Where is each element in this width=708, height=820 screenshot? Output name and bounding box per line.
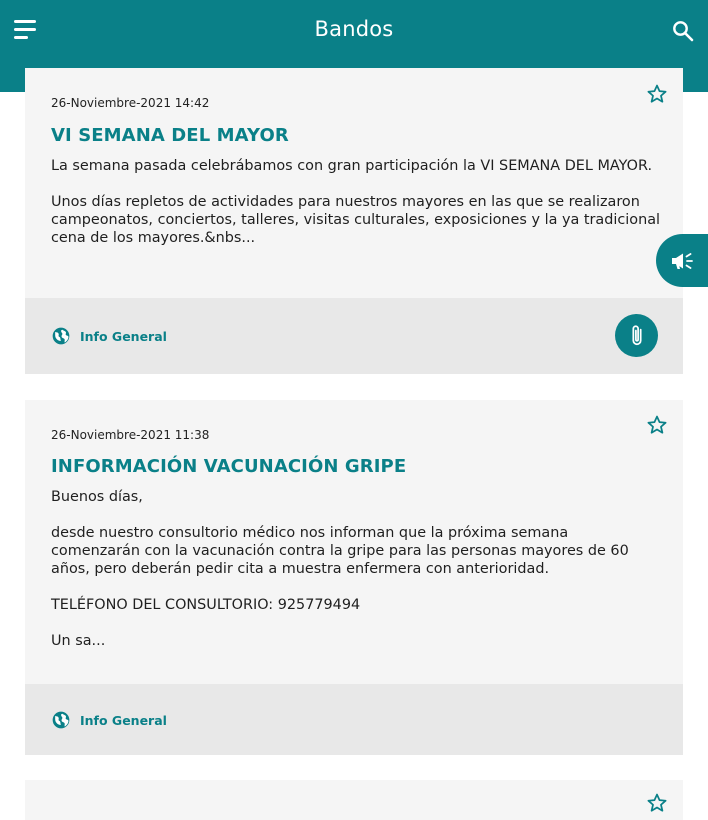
bando-title[interactable]: VI SEMANA DEL MAYOR (51, 125, 289, 146)
paperclip-icon (626, 323, 648, 349)
attachment-button[interactable] (615, 314, 658, 357)
bando-excerpt: La semana pasada celebrábamos con gran participación la VI SEMANA DEL MAYOR. Unos días repletos de actividades para nuestros mayores en las que se realizaron campeonatos, conciertos, talleres, visitas culturales, exposiciones y la ya tradicional cena de los mayores.&nbs... (51, 158, 661, 246)
bando-card[interactable] (25, 68, 683, 374)
category-label: Info General (80, 712, 167, 728)
star-icon[interactable] (646, 414, 668, 436)
bando-footer (25, 684, 683, 755)
category-label: Info General (80, 328, 167, 344)
bando-title[interactable]: INFORMACIÓN VACUNACIÓN GRIPE (51, 456, 407, 477)
bando-card[interactable] (25, 400, 683, 755)
globe-icon (51, 710, 71, 730)
star-icon[interactable] (646, 792, 668, 814)
globe-icon (51, 326, 71, 346)
bando-date: 26-Noviembre-2021 11:38 (51, 428, 210, 442)
megaphone-icon (670, 250, 696, 272)
page-title: Bandos (314, 17, 394, 41)
search-icon[interactable] (671, 19, 695, 43)
bando-footer (25, 298, 683, 374)
announcements-tab[interactable] (656, 234, 708, 287)
star-icon[interactable] (646, 83, 668, 105)
bando-date: 26-Noviembre-2021 14:42 (51, 96, 210, 110)
bando-excerpt: Buenos días, desde nuestro consultorio médico nos informan que la próxima semana comenzarán con la vacunación contra la gripe para las personas mayores de 60 años, pero deberán pedir cita a muestra enfermera con anterioridad. TELÉFONO DEL CONSULTORIO: 925779494 Un sa... (51, 489, 629, 649)
category-link[interactable] (51, 710, 167, 730)
category-link[interactable] (51, 326, 167, 346)
bando-card[interactable] (25, 780, 683, 820)
